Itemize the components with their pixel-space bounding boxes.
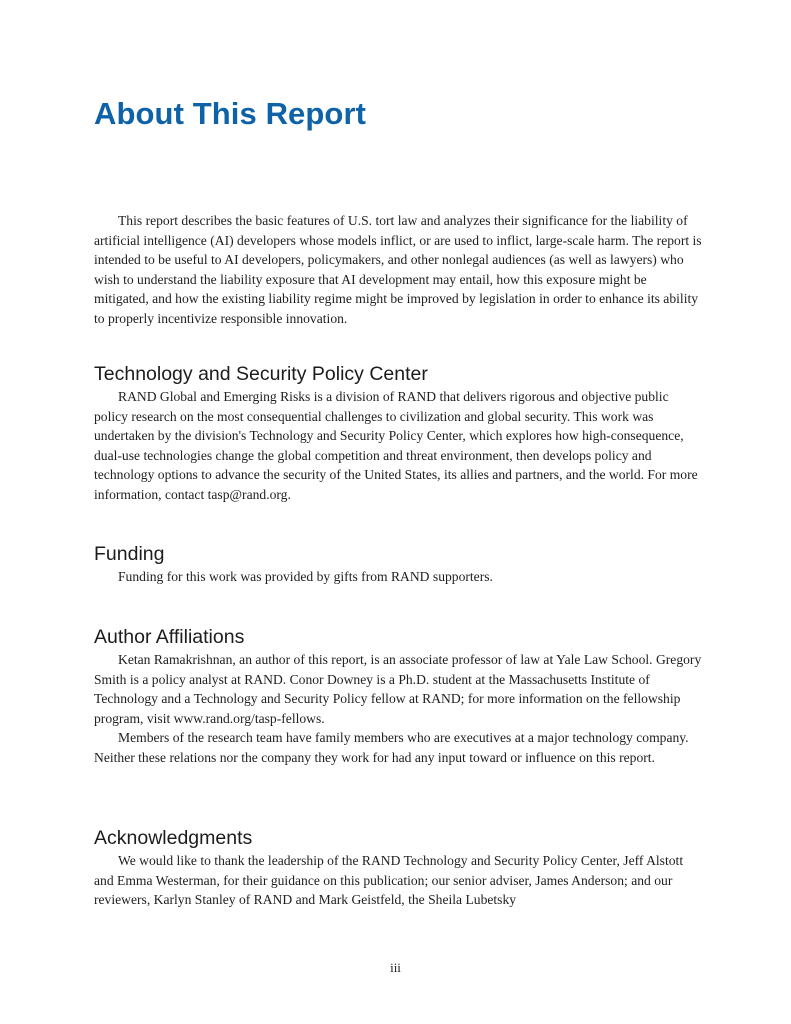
affiliations-paragraph-1: Ketan Ramakrishnan, an author of this report, is an associate professor of law at Yale Law School. Gregory Smith is a policy analyst at RAND. Conor Downey is a Ph.D. student at the Massachusetts Institute of Technology and a Technology and Security Policy fellow at RAND; for more information on the fellowship program, visit www.rand.org/tasp-fellows.: [94, 652, 702, 726]
affiliations-section: [94, 625, 704, 767]
center-section: [94, 362, 704, 504]
center-heading: Technology and Security Policy Center: [94, 363, 428, 385]
acknowledgments-section: [94, 826, 704, 910]
funding-paragraph: Funding for this work was provided by gifts from RAND supporters.: [118, 569, 493, 584]
affiliations-paragraph-2: Members of the research team have family members who are executives at a major technology company. Neither these relations nor the company they work for had any input toward or influence on this report.: [94, 730, 689, 765]
funding-heading: Funding: [94, 543, 165, 565]
acknowledgments-paragraph: We would like to thank the leadership of the RAND Technology and Security Policy Center, Jeff Alstott and Emma Westerman, for their guidance on this publication; our senior adviser, James Anderson; and our reviewers, Karlyn Stanley of RAND and Mark Geistfeld, the Sheila Lubetsky: [94, 853, 684, 907]
intro-paragraph: This report describes the basic features of U.S. tort law and analyzes their significance for the liability of artificial intelligence (AI) developers whose models inflict, or are used to inflict, large-scale harm. The report is intended to be useful to AI developers, policymakers, and other nonlegal audiences (as well as lawyers) who wish to understand the liability exposure that AI development may entail, how this exposure might be mitigated, and how the existing liability regime might be improved by legislation in order to enhance its ability to properly incentivize responsible innovation.: [94, 213, 702, 326]
center-paragraph: RAND Global and Emerging Risks is a division of RAND that delivers rigorous and objective public policy research on the most consequential challenges to civilization and global security. This work was undertaken by the division's Technology and Security Policy Center, which explores how high-consequence, dual-use technologies change the global competition and threat environment, then develops policy and technology options to advance the security of the United States, its allies and partners, and the world. For more information, contact tasp@rand.org.: [94, 389, 698, 502]
page-number: iii: [390, 960, 401, 975]
affiliations-heading: Author Affiliations: [94, 626, 245, 648]
funding-section: [94, 542, 704, 587]
page-title: About This Report: [94, 96, 367, 131]
intro-section: [94, 211, 704, 328]
acknowledgments-heading: Acknowledgments: [94, 827, 253, 849]
